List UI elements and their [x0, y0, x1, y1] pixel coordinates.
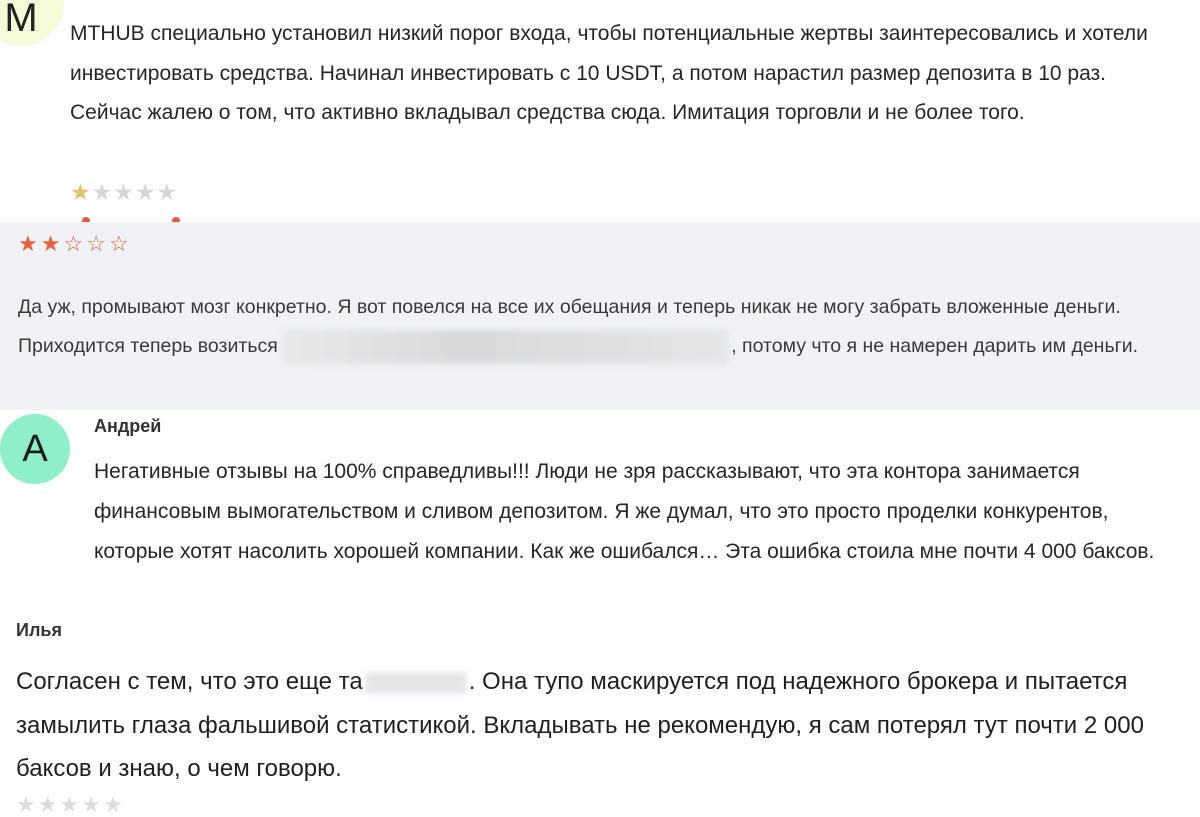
rating-stars — [70, 180, 177, 204]
star-empty-icon: ☆ — [108, 231, 129, 256]
star-filled-icon: ★ — [70, 179, 91, 205]
star-empty-icon: ★ — [102, 792, 123, 817]
review-text — [18, 288, 1188, 366]
redacted-blur — [365, 672, 467, 694]
review-text-part: Да уж, промывают мозг конкретно. Я вот повелся на все их обещания и теперь никак не могу забрать вложенные деньги. Приходится теперь возиться — [18, 296, 1121, 357]
review-text: Негативные отзывы на 100% справедливы!!! Люди не зря рассказывают, что эта контора занимается финансовым вымогательством и сливом депозитом. Я же думал, что это просто проделки конкурентов, которые хотят насолить хорошей компании. Как же ошибался… Эта ошибка стоила мне почти 4 000 баксов. — [94, 460, 1155, 563]
review-card-highlighted — [0, 222, 1200, 410]
star-empty-icon: ☆ — [86, 231, 106, 256]
star-filled-icon: ★ — [40, 231, 61, 256]
cropped-decoration — [76, 214, 196, 222]
star-empty-icon: ☆ — [63, 231, 84, 256]
star-filled-icon: ★ — [18, 231, 38, 256]
review-card — [0, 0, 1200, 222]
review-text-part: Согласен с тем, что это еще та — [16, 668, 363, 695]
review-card — [0, 410, 1200, 610]
star-empty-icon: ★ — [16, 792, 36, 817]
reviewer-name: Илья — [16, 620, 62, 640]
star-empty-icon: ★ — [59, 792, 80, 817]
star-empty-icon: ★ — [91, 179, 113, 205]
star-empty-icon: ★ — [81, 792, 101, 817]
rating-stars — [16, 794, 123, 816]
review-text: MTHUB специально установил низкий порог входа, чтобы потенциальные жертвы заинтересовались и хотели инвестировать средства. Начинал инвестировать с 10 USDT, а потом нарастил размер депозита в 10 раз. Сейчас жалею о том, что активно вкладывал средства сюда. Имитация торговли и не более того. — [70, 22, 1148, 124]
redacted-blur — [283, 330, 729, 364]
star-empty-icon: ★ — [156, 179, 178, 205]
avatar: А — [0, 414, 70, 484]
review-text — [16, 660, 1186, 791]
star-empty-icon: ★ — [134, 179, 156, 205]
review-card — [0, 610, 1200, 817]
reviewer-name: Андрей — [94, 416, 162, 436]
review-text-part: . Она тупо маскируется под надежного брокера и пытается замылить глаза фальшивой статистикой. Вкладывать не рекомендую, я сам потерял тут почти 2 000 баксов и знаю, о чем говорю. — [16, 668, 1144, 782]
star-empty-icon: ★ — [113, 179, 134, 205]
avatar: M — [0, 0, 64, 46]
star-empty-icon: ★ — [37, 792, 58, 817]
rating-stars — [18, 231, 129, 257]
review-text-part: , потому что я не намерен дарить им деньги. — [731, 335, 1139, 357]
